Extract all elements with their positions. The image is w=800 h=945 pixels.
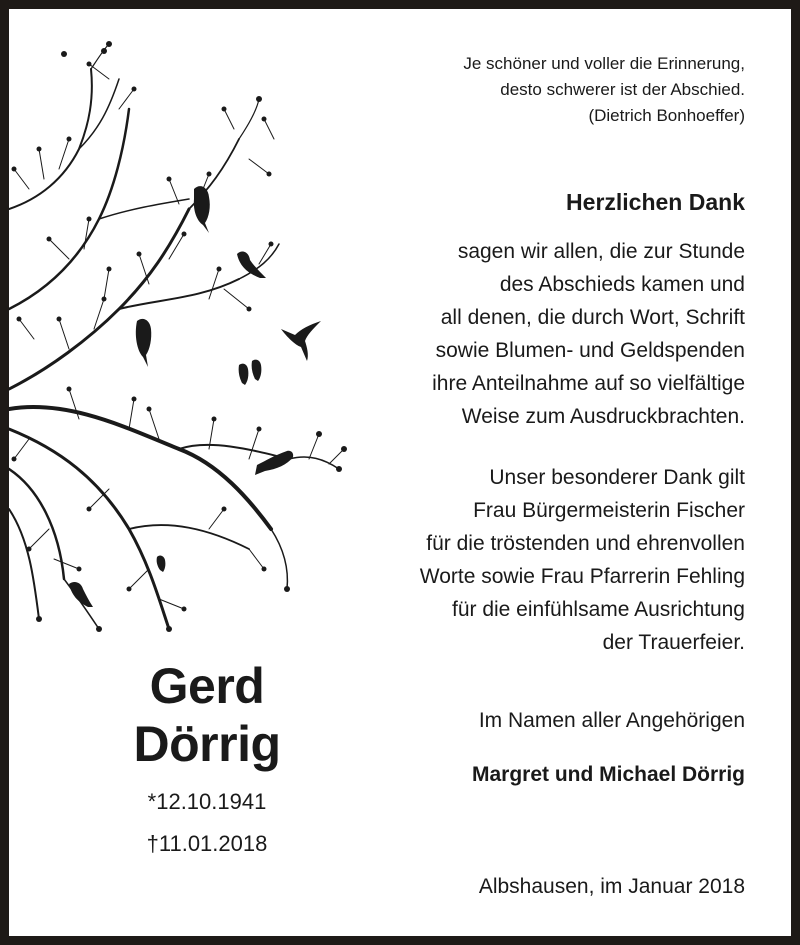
text-line: der Trauerfeier. xyxy=(602,631,745,654)
text-line: für die tröstenden und ehrenvollen xyxy=(426,532,745,555)
deceased-last-name: Dörrig xyxy=(133,716,281,772)
deceased-name xyxy=(97,657,317,773)
text-line: sagen wir allen, die zur Stunde xyxy=(457,240,745,263)
deceased-first-name: Gerd xyxy=(149,658,265,714)
thanks-paragraph-2 xyxy=(420,461,745,659)
quote-block xyxy=(463,51,745,129)
text-line: sowie Blumen- und Geldspenden xyxy=(435,339,745,362)
text-line: ihre Anteilnahme auf so vielfältige xyxy=(432,372,745,395)
place-date: Albshausen, im Januar 2018 xyxy=(478,875,745,898)
birth-date: *12.10.1941 xyxy=(147,789,267,814)
text-line: für die einfühlsame Ausrichtung xyxy=(451,598,745,621)
text-line: Weise zum Ausdruckbrachten. xyxy=(461,405,745,428)
quote-author: (Dietrich Bonhoeffer) xyxy=(588,106,745,125)
quote-line: desto schwerer ist der Abschied. xyxy=(500,80,745,99)
thanks-paragraph-1 xyxy=(432,235,745,433)
thanks-title: Herzlichen Dank xyxy=(566,189,745,215)
quote-line: Je schöner und voller die Erinnerung, xyxy=(463,54,745,73)
death-date: †11.01.2018 xyxy=(146,831,268,856)
text-line: Frau Bürgermeisterin Fischer xyxy=(473,499,745,522)
tree-with-birds-icon xyxy=(9,9,354,649)
text-line: Worte sowie Frau Pfarrerin Fehling xyxy=(419,565,745,588)
text-line: Unser besonderer Dank gilt xyxy=(489,466,745,489)
text-line: des Abschieds kamen und xyxy=(499,273,745,296)
signers-names: Margret und Michael Dörrig xyxy=(471,763,745,786)
text-line: all denen, die durch Wort, Schrift xyxy=(440,306,745,329)
signoff-text: Im Namen aller Angehörigen xyxy=(478,709,745,732)
